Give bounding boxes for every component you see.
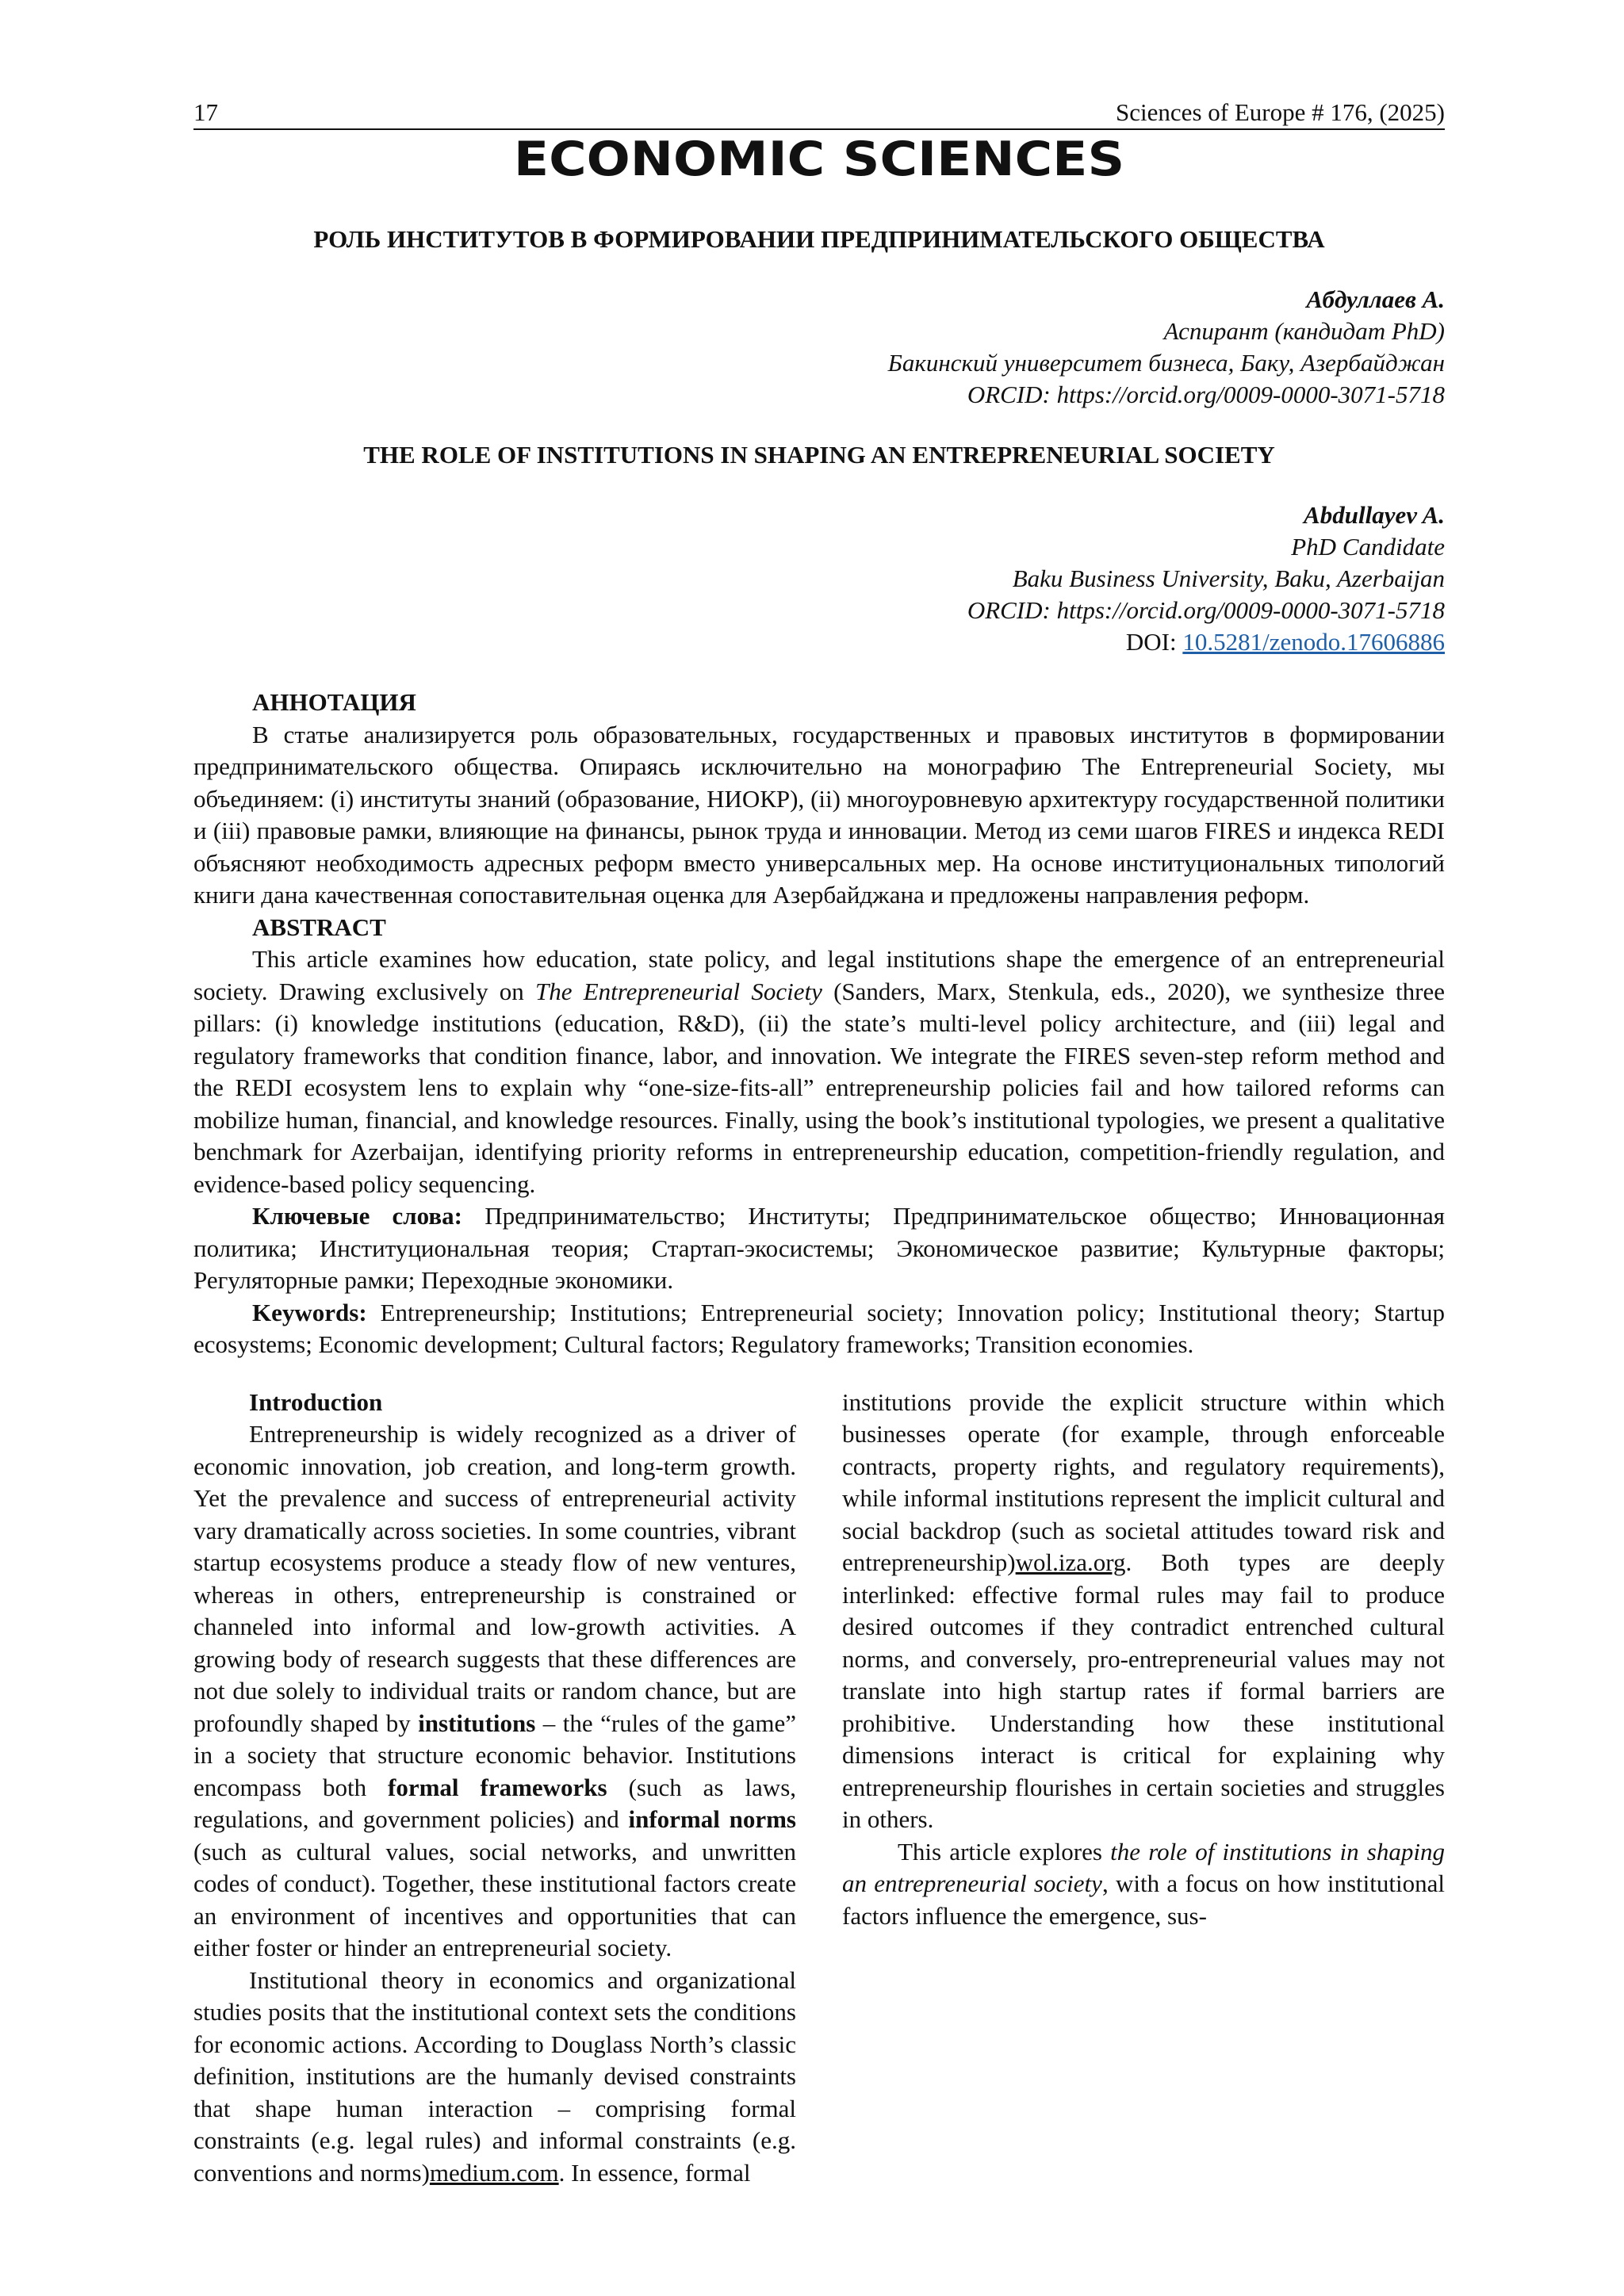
keywords-ru-label: Ключевые слова: [252,1202,462,1230]
keywords-en-text: Entrepreneurship; Institutions; Entrepreneurial society; Innovation policy; Institutional theory; Startup ecosystems; Economic development; Cultural factors; Regulatory frameworks; Transition economies. [193,1298,1445,1358]
keywords-ru-text: Предпринимательство; Институты; Предпринимательское общество; Инновационная политика; Институциональная теория; Стартап-экосистемы; Экономическое развитие; Культурные факторы; Регуляторные рамки; Переходные экономики. [193,1202,1445,1294]
text-run: This article explores [898,1837,1111,1866]
keywords-en-label: Keywords: [252,1298,367,1326]
column-right [842,1387,1445,2190]
abstract-block [193,687,1445,1361]
emphasis-institutions: institutions [418,1709,536,1737]
text-run: – the “rules of the game” in a society that structure economic behavior. Institutions encompass both [193,1709,797,1801]
author-name-ru: Абдуллаев А. [1306,285,1445,313]
text-run: . In essence, formal [558,2158,751,2187]
annotation-text: В статье анализируется роль образовательных, государственных и правовых институтов в формировании предпринимательского общества. Опираясь исключительно на монографию The Entrepreneurial Society, мы объединяем: (i) институты знаний (образование, НИОКР), (ii) многоуровневую архитектуру государственной политики и (iii) правовые рамки, влияющие на финансы, рынок труда и инновации. Метод из семи шагов FIRES и индекса REDI объясняют необходимость адресных реформ вместо универсальных мер. На основе институциональных типологий книги дана качественная сопоставительная оценка для Азербайджана и предложены направления реформ. [193,720,1445,909]
author-name-en: Abdullayev A. [1304,501,1445,529]
text-run: Entrepreneurship is widely recognized as a driver of economic innovation, job creation, and long-term growth. Yet the prevalence and success of entrepreneurial activity vary dramatically across societies. In some countries, vibrant startup ecosystems produce a steady flow of new ventures, whereas in others, entrepreneurship is constrained or channeled into informal and low-growth activities. A growing body of research suggests that these differences are not due solely to individual traits or random chance, but are profoundly shaped by [193,1420,796,1737]
text-run: (such as cultural values, social networks, and unwritten codes of conduct). Together, these institutional factors create an environment of incentives and opportunities that can either foster or hinder an entrepreneurial society. [193,1837,796,1961]
text-run: . Both types are deeply interlinked: effective formal rules may fail to produce desired outcomes if they contradict entrenched cultural norms, and conversely, pro-entrepreneurial values may not translate into high startup rates if formal barriers are prohibitive. Understanding how these institutional dimensions interact is critical for explaining why entrepreneurship flourishes in certain societies and struggles in others. [842,1548,1445,1833]
emphasis-role: the role of institutions in shaping an entrepreneurial society [842,1837,1445,1897]
intro-paragraph-2 [842,1387,1445,1836]
abstract-heading: ABSTRACT [252,913,386,941]
text-run: institutions provide the explicit structure within which businesses operate (for example, through enforceable contracts, property rights, and regulatory requirements), while informal institutions represent the implicit cultural and social backdrop (such as societal attitudes toward risk and entrepreneurship) [842,1387,1445,1576]
running-head [193,97,1445,130]
author-block-en [193,499,1445,658]
keywords-ru [193,1200,1445,1297]
text-run: Institutional theory in economics and organizational studies posits that the institutional context sets the conditions for economic actions. According to Douglass North’s classic definition, institutions are the humanly devised constraints that shape human interaction – comprising formal constraints (e.g. legal rules) and informal constraints (e.g. conventions and norms) [193,1965,796,2187]
journal-issue: Sciences of Europe # 176, (2025) [1116,98,1445,126]
doi-link[interactable]: 10.5281/zenodo.17606886 [1182,628,1445,656]
keywords-en [193,1297,1445,1361]
title-ru: РОЛЬ ИНСТИТУТОВ В ФОРМИРОВАНИИ ПРЕДПРИНИМАТЕЛЬСКОГО ОБЩЕСТВА [313,225,1325,253]
column-left [193,1387,796,2190]
section-title: ECONOMIC SCIENCES [513,132,1125,187]
annotation-heading: АННОТАЦИЯ [252,688,416,716]
author-role-en: PhD Candidate [1291,533,1445,561]
intro-paragraph-3 [842,1836,1445,1933]
author-orcid-ru: ORCID: https://orcid.org/0009-0000-3071-5718 [967,381,1445,408]
author-block-ru [193,284,1445,411]
title-en: THE ROLE OF INSTITUTIONS IN SHAPING AN ENTREPRENEURIAL SOCIETY [363,441,1275,469]
page-number: 17 [193,98,218,126]
text-run: , with a focus on how institutional factors influence the emergence, sus- [842,1869,1445,1930]
doi-label: DOI: [1125,628,1183,656]
author-affiliation-ru: Бакинский университет бизнеса, Баку, Азербайджан [887,349,1445,377]
author-orcid-en: ORCID: https://orcid.org/0009-0000-3071-5718 [967,596,1445,624]
author-affiliation-en: Baku Business University, Baku, Azerbaijan [1012,564,1445,592]
abstract-text-part: (Sanders, Marx, Stenkula, eds., 2020), we synthesize three pillars: (i) knowledge institutions (education, R&D), (ii) the state’s multi-level policy architecture, and (iii) legal and regulatory frameworks that condition finance, labor, and innovation. We integrate the FIRES seven-step reform method and the REDI ecosystem lens to explain why “one-size-fits-all” entrepreneurship policies fail and how tailored reforms can mobilize human, financial, and knowledge resources. Finally, using the book’s institutional typologies, we present a qualitative benchmark for Azerbaijan, identifying priority reforms in entrepreneurship education, competition-friendly regulation, and evidence-based policy sequencing. [193,977,1445,1198]
text-run: (such as laws, regulations, and government policies) and [193,1773,797,1833]
link-iza[interactable]: wol.iza.org [1015,1548,1126,1576]
intro-paragraph-1 [193,1418,796,1965]
abstract-text-part: This article examines how education, state policy, and legal institutions shape the emergence of an entrepreneurial society. Drawing exclusively on [193,945,1445,1005]
body-columns [193,1387,1445,2190]
doi-line [193,626,1445,658]
emphasis-formal-frameworks: formal frameworks [388,1773,607,1801]
intro-paragraph-2 [193,1965,796,2190]
abstract-text [193,943,1445,1200]
introduction-heading: Introduction [249,1387,383,1416]
emphasis-informal-norms: informal norms [628,1805,796,1833]
link-medium[interactable]: medium.com [429,2158,559,2187]
author-role-ru: Аспирант (кандидат PhD) [1163,317,1445,345]
book-title: The Entrepreneurial Society [535,977,822,1005]
